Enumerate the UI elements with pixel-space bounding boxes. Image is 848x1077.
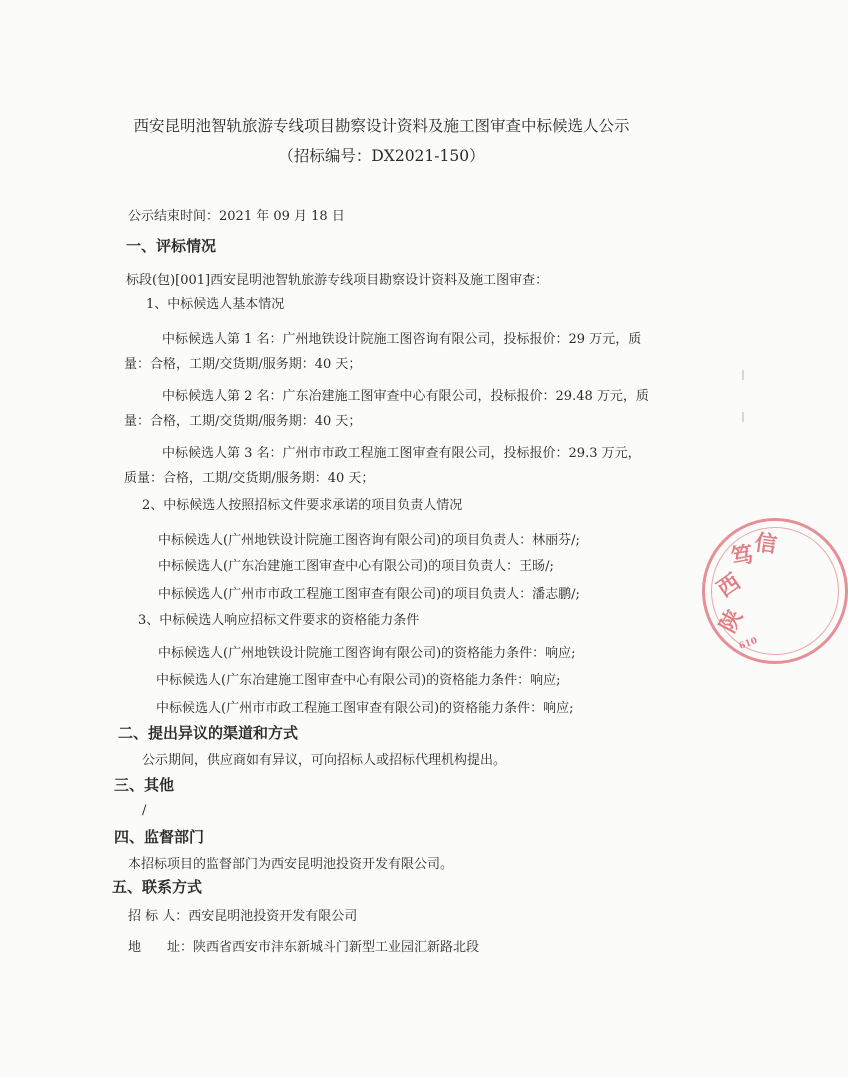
section4-text: 本招标项目的监督部门为西安昆明池投资开发有限公司。	[128, 857, 454, 872]
seal-char: 西	[712, 568, 746, 603]
scan-mark	[742, 412, 744, 422]
section1-heading: 一、评标情况	[126, 237, 217, 255]
seal-char: 陕	[714, 605, 748, 638]
document-title: 西安昆明池智轨旅游专线项目勘察设计资料及施工图审查中标候选人公示	[133, 117, 630, 135]
project-leader-1: 中标候选人(广州地铁设计院施工图咨询有限公司)的项目负责人：林丽芬/;	[158, 533, 580, 548]
section4-heading: 四、监督部门	[114, 828, 205, 846]
document-subtitle: （招标编号：DX2021-150）	[278, 147, 485, 165]
seal-char: 信	[753, 529, 779, 559]
seal-code: 610	[737, 636, 759, 652]
section2-text: 公示期间，供应商如有异议，可向招标人或招标代理机构提出。	[142, 753, 507, 768]
project-leader-3: 中标候选人(广州市市政工程施工图审查有限公司)的项目负责人：潘志鹏/;	[158, 587, 580, 602]
sub2-heading: 2、中标候选人按照招标文件要求承诺的项目负责人情况	[142, 498, 463, 513]
lot-description: 标段(包)[001]西安昆明池智轨旅游专线项目勘察设计资料及施工图审查：	[126, 273, 549, 288]
contact-address: 地 址：陕西省西安市沣东新城斗门新型工业园汇新路北段	[128, 940, 480, 955]
qualification-1: 中标候选人(广州地铁设计院施工图咨询有限公司)的资格能力条件：响应;	[158, 646, 576, 661]
candidate2-line1: 中标候选人第 2 名：广东冶建施工图审查中心有限公司，投标报价：29.48 万元，质	[162, 389, 649, 404]
section2-heading: 二、提出异议的渠道和方式	[118, 724, 299, 742]
candidate1-line1: 中标候选人第 1 名：广州地铁设计院施工图咨询有限公司，投标报价：29 万元，质	[162, 332, 642, 347]
official-seal-icon	[702, 518, 848, 664]
candidate1-line2: 量：合格，工期/交货期/服务期：40 天；	[124, 357, 362, 372]
section3-text: /	[142, 803, 147, 818]
sub1-heading: 1、中标候选人基本情况	[146, 297, 285, 312]
qualification-3: 中标候选人(广州市市政工程施工图审查有限公司)的资格能力条件：响应;	[156, 701, 574, 716]
candidate3-line1: 中标候选人第 3 名：广州市市政工程施工图审查有限公司，投标报价：29.3 万元，	[162, 446, 641, 461]
section3-heading: 三、其他	[114, 776, 175, 794]
section5-heading: 五、联系方式	[112, 878, 203, 896]
sub3-heading: 3、中标候选人响应招标文件要求的资格能力条件	[138, 613, 420, 628]
announcement-end-time: 公示结束时间：2021 年 09 月 18 日	[128, 209, 345, 224]
qualification-2: 中标候选人(广东冶建施工图审查中心有限公司)的资格能力条件：响应;	[156, 673, 561, 688]
seal-char: 笃	[729, 541, 756, 571]
candidate3-line2: 质量：合格，工期/交货期/服务期：40 天；	[124, 471, 375, 486]
project-leader-2: 中标候选人(广东冶建施工图审查中心有限公司)的项目负责人：王旸/;	[158, 559, 554, 574]
scan-mark	[742, 370, 744, 380]
contact-bidder: 招 标 人：西安昆明池投资开发有限公司	[128, 909, 358, 924]
candidate2-line2: 量：合格，工期/交货期/服务期：40 天；	[124, 414, 362, 429]
